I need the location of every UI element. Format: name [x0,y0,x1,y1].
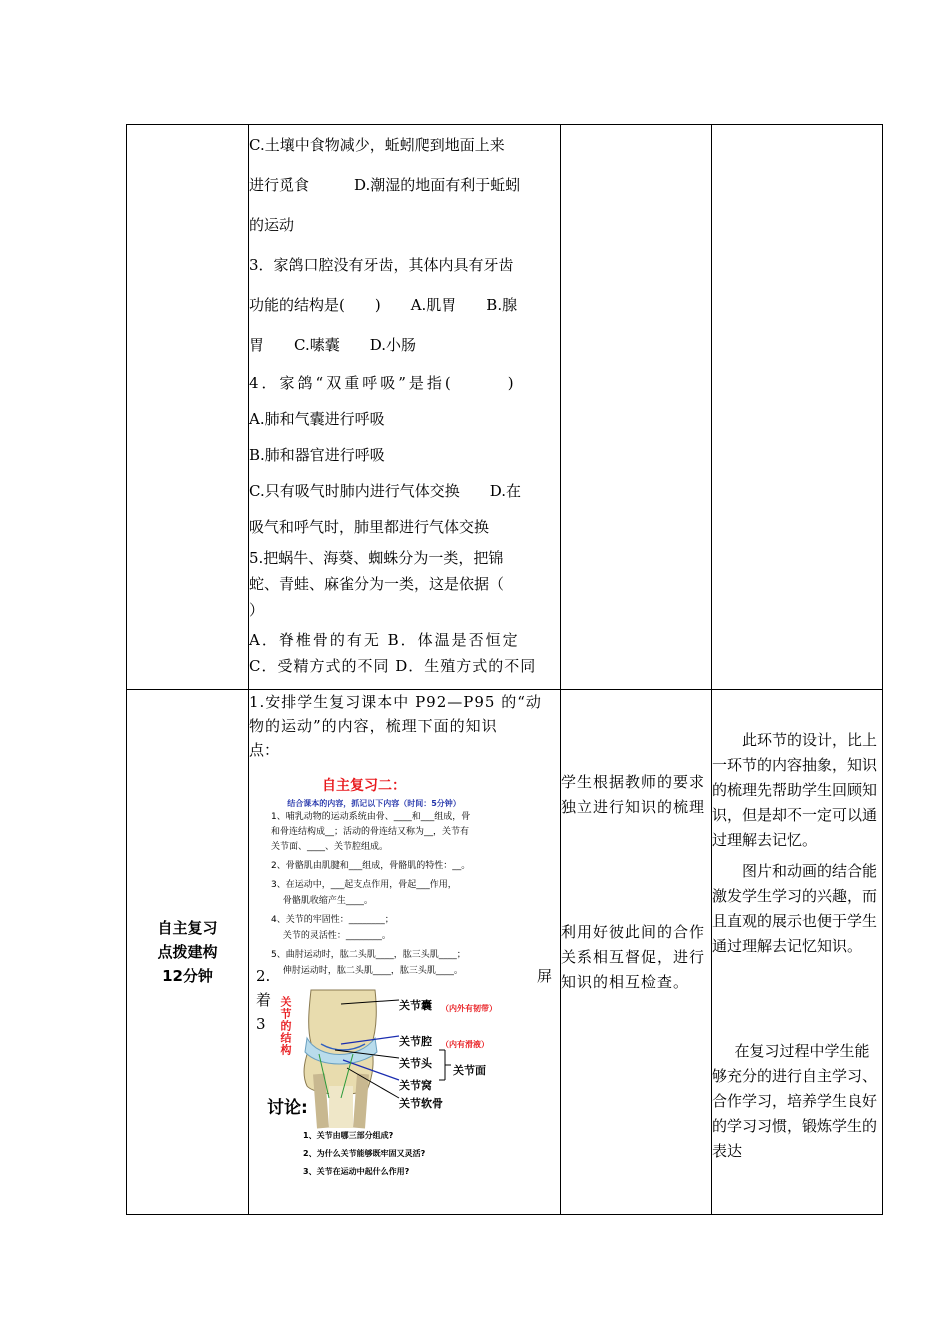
stage-duration: 12分钟 [162,967,213,985]
intro-line: 1.安排学生复习课本中 P92—P95 的“动 [249,693,542,711]
question-line: 吸气和呼气时，肺里都进行气体交换 [249,518,490,536]
question-line: B.肺和器官进行呼吸 [249,446,385,464]
slide-line: 骨骼肌收缩产生____。 [271,896,373,906]
review-slide [249,768,549,1208]
design-paragraph: 此环节的设计，比上一环节的内容抽象，知识的梳理先帮助学生回顾知识，但是却不一定可以通过理解去记忆。 [712,731,878,849]
table-row [127,690,883,1215]
design-paragraph: 在复习过程中学生能够充分的进行自主学习、合作学习，培养学生良好的学习习惯，锻炼学生的表达 [712,1042,878,1160]
student-activity-text: 利用好彼此间的合作关系相互督促，进行知识的相互检查。 [561,923,706,991]
clipped-text: 屏 [537,967,553,985]
student-activity-text: 学生根据教师的要求独立进行知识的梳理 [561,773,706,816]
clipped-text: 2. [256,967,271,985]
design-intent-cell [712,690,883,1215]
discussion-question: 3、关节在运动中起什么作用? [303,1167,410,1176]
slide-line: 关节的灵活性：________。 [271,931,391,941]
question-line: A．脊椎骨的有无 B．体温是否恒定 [249,631,520,649]
label-capsule-note: （内外有韧带） [441,1004,497,1013]
question-line: 进行觅食 D.潮湿的地面有利于蚯蚓 [249,176,521,194]
discussion-question: 2、为什么关节能够既牢固又灵活? [303,1149,426,1158]
stage-cell-empty [127,125,249,690]
question-line: C.土壤中食物减少，蚯蚓爬到地面上来 [249,136,505,154]
design-paragraph: 图片和动画的结合能激发学生学习的兴趣，而且直观的展示也便于学生通过理解去记忆知识。 [712,862,878,955]
label-joint-socket: 关节窝 [399,1079,432,1092]
intro-line: 点： [249,741,280,759]
question-line: 3．家鸽口腔没有牙齿，其体内具有牙齿 [249,256,514,274]
slide-subtitle: 结合课本的内容，抓记以下内容（时间：5分钟） [287,799,461,808]
slide-line: 关节面、____、关节腔组成。 [271,842,389,852]
stage-title: 自主复习 [157,919,218,937]
slide-line: 5、曲肘运动时，肱二头肌____，肱三头肌____； [271,950,466,960]
intro-line: 物的运动”的内容，梳理下面的知识 [249,717,498,735]
slide-line: 4、关节的牢固性：________； [271,915,394,925]
question-line: ） [249,601,265,619]
discussion-question: 1、关节由哪三部分组成? [303,1131,394,1140]
question-line: 的运动 [249,216,295,234]
clipped-text: 着 [256,991,272,1009]
question-line: A.肺和气囊进行呼吸 [249,410,385,428]
label-joint-head: 关节头 [399,1057,432,1070]
label-cavity-note: （内有滑液） [441,1040,489,1049]
slide-line: 2、骨骼肌由肌腱和___组成，骨骼肌的特性：__。 [271,861,471,871]
question-line: 蛇、青蛙、麻雀分为一类，这是依据（ [249,575,505,593]
slide-line: 和骨连结构成__；活动的骨连结又称为__，关节有 [271,827,470,837]
student-cell-empty [561,125,712,690]
diagram-vertical-title: 关节的结构 [279,996,292,1056]
question-line: C.只有吸气时肺内进行气体交换 D.在 [249,482,521,500]
slide-line: 1、哺乳动物的运动系统由骨、____和___组成，骨 [271,812,471,822]
stage-subtitle: 点拨建构 [157,943,218,961]
teacher-cell [249,690,561,1215]
label-joint-cavity: 关节腔 [399,1035,432,1048]
question-4: 4．家鸽“双重呼吸”是指( ) [249,374,517,392]
question-line: 胃 C.嗉囊 D.小肠 [249,336,416,354]
slide-line: 3、在运动中，___起支点作用，骨起___作用， [271,880,457,890]
stage-cell [127,690,249,1215]
question-line: 5.把蜗牛、海葵、蜘蛛分为一类，把锦 [249,549,504,567]
student-activity-cell [561,690,712,1215]
slide-line: 伸肘运动时，肱二头肌____，肱三头肌____。 [271,966,463,976]
slide-title: 自主复习二： [322,778,406,794]
lesson-plan-table [126,124,883,1215]
questions-cell [249,125,561,690]
table-row [127,125,883,690]
question-line: 功能的结构是( ) A.肌胃 B.腺 [249,296,518,314]
question-line: C．受精方式的不同 D．生殖方式的不同 [249,657,537,675]
label-joint-capsule: 关节囊 [399,999,432,1012]
design-cell-empty [712,125,883,690]
discussion-heading: 讨论: [267,1098,308,1118]
clipped-text: 3 [256,1015,266,1033]
label-joint-cartilage: 关节软骨 [399,1097,443,1110]
label-joint-surface: 关节面 [453,1064,486,1077]
